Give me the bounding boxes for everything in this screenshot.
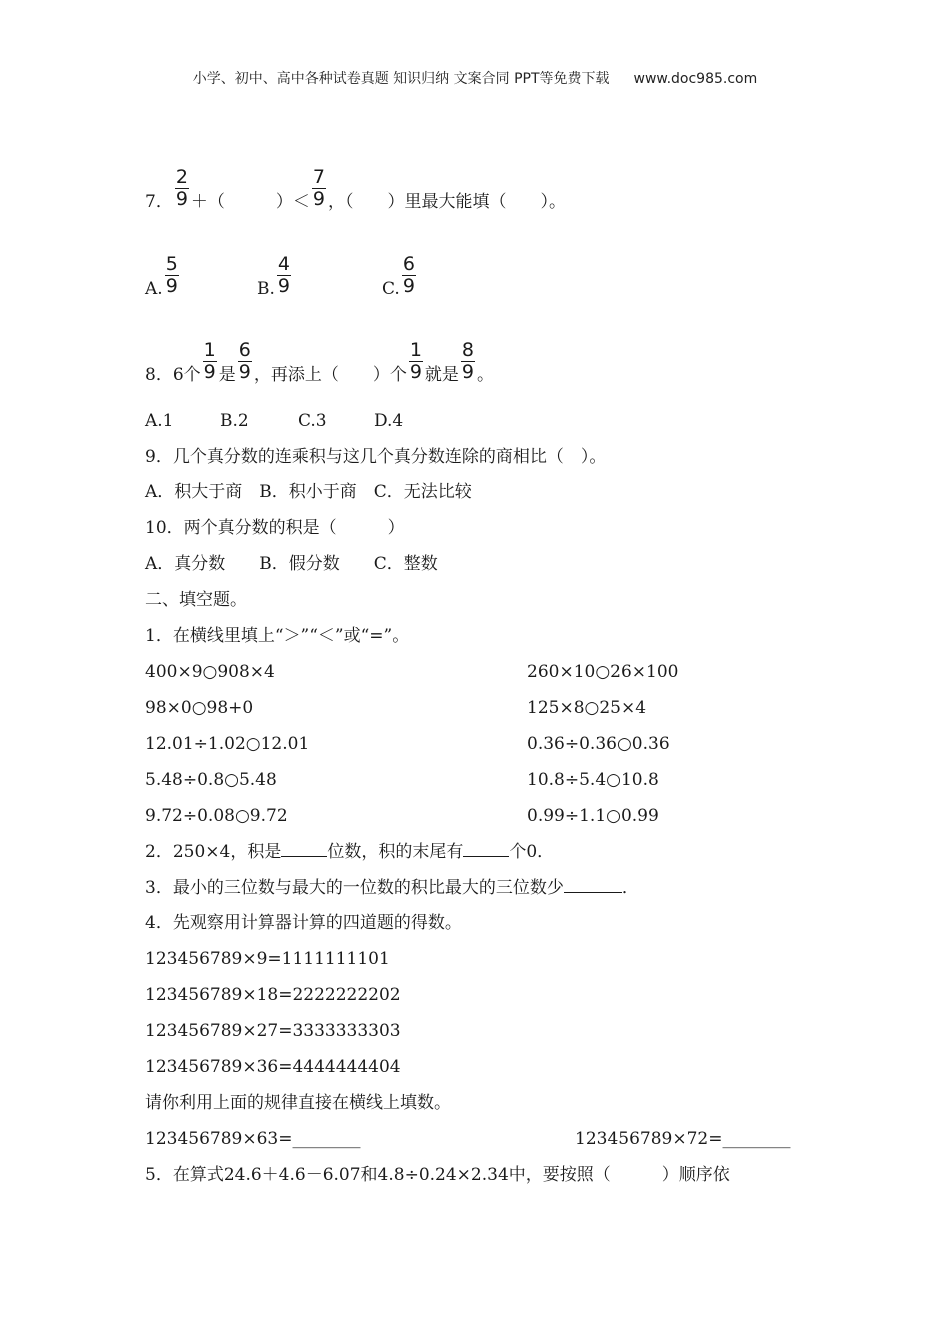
answer-blank[interactable] bbox=[281, 842, 327, 857]
compare-left-4: 5.48÷0.8○5.48 bbox=[145, 770, 277, 790]
q8-options bbox=[145, 410, 403, 432]
q7-option-c: C. $\frac{6}{9}$ bbox=[382, 253, 415, 299]
q7-text: ，（ ）里最大能填（ ）。 bbox=[328, 192, 567, 212]
compare-right-4: 10.8÷5.4○10.8 bbox=[527, 770, 659, 790]
q7-number: 7． bbox=[145, 192, 173, 212]
compare-right-2: 125×8○25×4 bbox=[527, 698, 647, 718]
fill-4-left-blank[interactable]: 123456789×63=________ bbox=[145, 1129, 361, 1149]
header-url: www.doc985.com bbox=[633, 71, 758, 87]
fraction: $\frac{6}{9}$ bbox=[238, 339, 251, 383]
q8-option-c: C.3 bbox=[298, 411, 327, 431]
question-8: 8．6个 $\frac{1}{9}$ 是 $\frac{6}{9}$ ，再添上（ ）个 $\frac{1}{9}$ 就是 $\frac{8}{9}$ 。 bbox=[145, 339, 495, 385]
q7-text: ＋（ ）＜ bbox=[190, 192, 310, 212]
fraction: $\frac{8}{9}$ bbox=[461, 339, 475, 383]
question-7 bbox=[145, 166, 567, 224]
question-9: 9．几个真分数的连乘积与这几个真分数连除的商相比（ ）。 bbox=[145, 447, 607, 467]
fraction: $\frac{7}{9}$ bbox=[312, 166, 326, 210]
fill-4-right-blank[interactable]: 123456789×72=________ bbox=[575, 1129, 791, 1149]
page-header bbox=[0, 68, 950, 88]
q8-option-b: B.2 bbox=[220, 411, 249, 431]
fill-3: 3．最小的三位数与最大的一位数的积比最大的三位数少 ． bbox=[145, 878, 639, 898]
q10-options: A．真分数 B．假分数 C．整数 bbox=[145, 554, 438, 574]
calc-line-3: 123456789×27=3333333303 bbox=[145, 1021, 401, 1041]
q8-option-a: A.1 bbox=[145, 411, 174, 431]
question-10: 10．两个真分数的积是（ ） bbox=[145, 518, 405, 538]
compare-left-2: 98×0○98+0 bbox=[145, 698, 254, 718]
answer-blank[interactable] bbox=[463, 842, 509, 857]
calc-line-2: 123456789×18=2222222202 bbox=[145, 985, 401, 1005]
fill-5: 5．在算式24.6＋4.6－6.07和4.8÷0.24×2.34中，要按照（ ）顺序依 bbox=[145, 1165, 730, 1185]
fill-1-title: 1．在横线里填上“＞”“＜”或“=”。 bbox=[145, 626, 410, 646]
compare-right-5: 0.99÷1.1○0.99 bbox=[527, 806, 659, 826]
compare-right-3: 0.36÷0.36○0.36 bbox=[527, 734, 670, 754]
fraction: $\frac{2}{9}$ bbox=[175, 166, 188, 210]
q8-option-d: D.4 bbox=[374, 411, 404, 431]
compare-left-3: 12.01÷1.02○12.01 bbox=[145, 734, 310, 754]
answer-blank[interactable] bbox=[564, 878, 622, 893]
header-text: 小学、初中、高中各种试卷真题 知识归纳 文案合同 PPT等免费下载 bbox=[192, 71, 610, 87]
fill-4-instruction: 请你利用上面的规律直接在横线上填数。 bbox=[145, 1093, 451, 1113]
fraction: $\frac{1}{9}$ bbox=[409, 339, 422, 383]
fraction: $\frac{1}{9}$ bbox=[203, 339, 216, 383]
calc-line-1: 123456789×9=1111111101 bbox=[145, 949, 390, 969]
q7-option-a: A. $\frac{5}{9}$ bbox=[145, 253, 178, 299]
compare-right-1: 260×10○26×100 bbox=[527, 662, 679, 682]
calc-line-4: 123456789×36=4444444404 bbox=[145, 1057, 401, 1077]
q7-options bbox=[145, 253, 418, 311]
fill-2: 2．250×4，积是 位数，积的末尾有 个0． bbox=[145, 842, 555, 862]
compare-left-1: 400×9○908×4 bbox=[145, 662, 275, 682]
compare-left-5: 9.72÷0.08○9.72 bbox=[145, 806, 288, 826]
section-title: 二、填空题。 bbox=[145, 590, 247, 610]
q7-option-b: B. $\frac{4}{9}$ bbox=[257, 253, 290, 299]
q9-options: A．积大于商 B．积小于商 C．无法比较 bbox=[145, 482, 472, 502]
fill-4-title: 4．先观察用计算器计算的四道题的得数。 bbox=[145, 913, 462, 933]
